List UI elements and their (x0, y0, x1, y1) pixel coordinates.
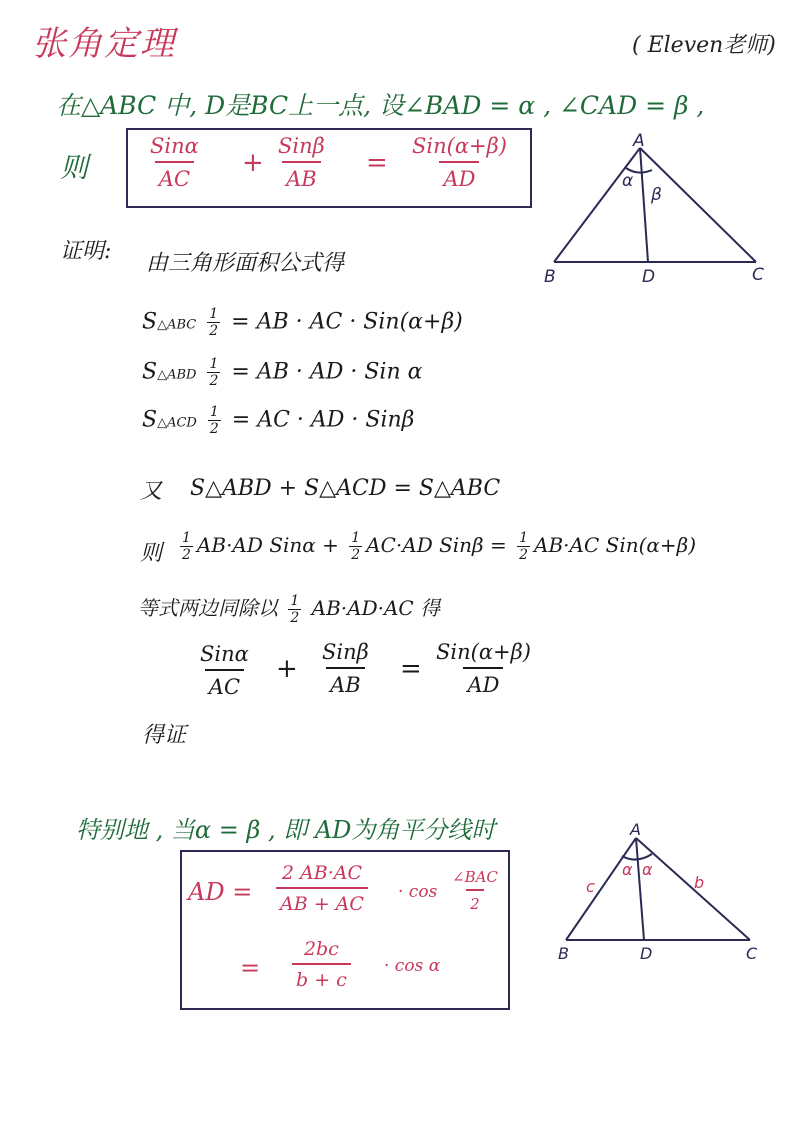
theorem-then: 则 (60, 151, 89, 184)
equals-sign: = (240, 954, 261, 982)
result-fraction-2: Sinβ AB (322, 640, 369, 697)
ad-label: AD = (188, 878, 253, 906)
special-case-heading: 特别地 , 当α = β , 即 AD为角平分线时 (76, 816, 496, 844)
triangle-figure-1 (530, 130, 780, 300)
plus-sign: + (276, 654, 298, 684)
theorem-fraction-2 (274, 134, 329, 191)
area-subscript: △ACD (157, 415, 197, 431)
area-expression: = AB · AD · Sin α (231, 359, 423, 385)
side-ac (636, 838, 750, 940)
result-fraction-1: Sinα AC (200, 642, 249, 699)
side-b-label: b (694, 873, 705, 892)
area-symbol: S (142, 309, 158, 335)
plus-sign: + (242, 148, 264, 178)
area-subscript: △ABD (157, 367, 197, 383)
also-label: 又 (140, 479, 163, 504)
area-expression: = AB · AC · Sin(α+β) (231, 309, 463, 335)
denominator: AC (155, 161, 194, 191)
denominator: AB (282, 161, 321, 191)
half-fraction: $\frac{1}{2}$ (209, 404, 219, 437)
half-fraction: $\frac{1}{2}$ (209, 306, 219, 339)
equals-sign: = (366, 148, 388, 178)
page-title: 张角定理 (32, 24, 176, 64)
theorem-fraction-3 (408, 134, 511, 191)
point-d-label: D (642, 267, 656, 287)
beta-label: β (651, 185, 662, 205)
vertex-a-label: A (630, 820, 641, 839)
special-fraction-1: $\frac{2 AB\cdot AC}{AB + AC}$ (276, 862, 368, 915)
area-expression: = AC · AD · Sinβ (231, 407, 415, 433)
cos-alpha-label: · cos α (384, 956, 441, 976)
side-ab (566, 838, 636, 940)
vertex-b-label: B (544, 267, 556, 287)
bisector-ad (636, 838, 644, 940)
theorem-statement: 在△ABC 中, D是BC上一点, 设∠BAD = α , ∠CAD = β , (56, 91, 705, 120)
area-symbol: S (142, 407, 158, 433)
vertex-c-label: C (746, 944, 758, 963)
numerator: Sin(α+β) (412, 134, 507, 158)
proof-intro: 由三角形面积公式得 (146, 251, 345, 276)
then-label: 则 (140, 541, 163, 566)
vertex-c-label: C (752, 265, 764, 285)
qed-label: 得证 (142, 723, 187, 748)
author-label: ( Eleven老师) (632, 33, 776, 58)
vertex-a-label: A (633, 131, 645, 151)
numerator: Sinβ (278, 134, 325, 158)
numerator: Sinα (150, 134, 199, 158)
divide-step: 等式两边同除以 $\frac{1}{2}$ AB·AD·AC 得 (138, 593, 441, 626)
half-fraction: $\frac{1}{2}$ (209, 356, 219, 389)
side-ab (554, 148, 640, 262)
proof-label: 证明: (60, 239, 112, 264)
expanded-equation: $\frac{1}{2}$ AB·AD Sinα + $\frac{1}{2}$ AC·AD Sinβ = $\frac{1}{2}$ AB·AC Sin(α+β) (182, 530, 697, 563)
area-symbol: S (142, 359, 158, 385)
cevian-ad (640, 148, 648, 262)
alpha-label-right: α (642, 860, 653, 879)
area-sum-equation: S△ABD + S△ACD = S△ABC (190, 476, 501, 501)
alpha-label-left: α (622, 860, 633, 879)
area-abd-formula (142, 356, 422, 389)
vertex-b-label: B (558, 944, 569, 963)
area-acd-formula (142, 404, 414, 437)
side-c-label: c (586, 877, 595, 896)
point-d-label: D (640, 944, 653, 963)
area-subscript: △ABC (157, 317, 197, 333)
equals-sign: = (400, 654, 422, 684)
half-angle-fraction: ∠BAC 2 (452, 868, 498, 913)
triangle-figure-2 (550, 820, 770, 970)
area-abc-formula (142, 306, 463, 339)
special-fraction-2: $\frac{2bc}{b + c}$ (292, 938, 351, 991)
side-ac (640, 148, 756, 262)
denominator: AD (439, 161, 479, 191)
theorem-fraction-1 (146, 134, 203, 191)
cos-label: · cos (398, 882, 438, 902)
result-fraction-3: Sin(α+β) AD (436, 640, 531, 697)
alpha-label: α (622, 171, 634, 191)
